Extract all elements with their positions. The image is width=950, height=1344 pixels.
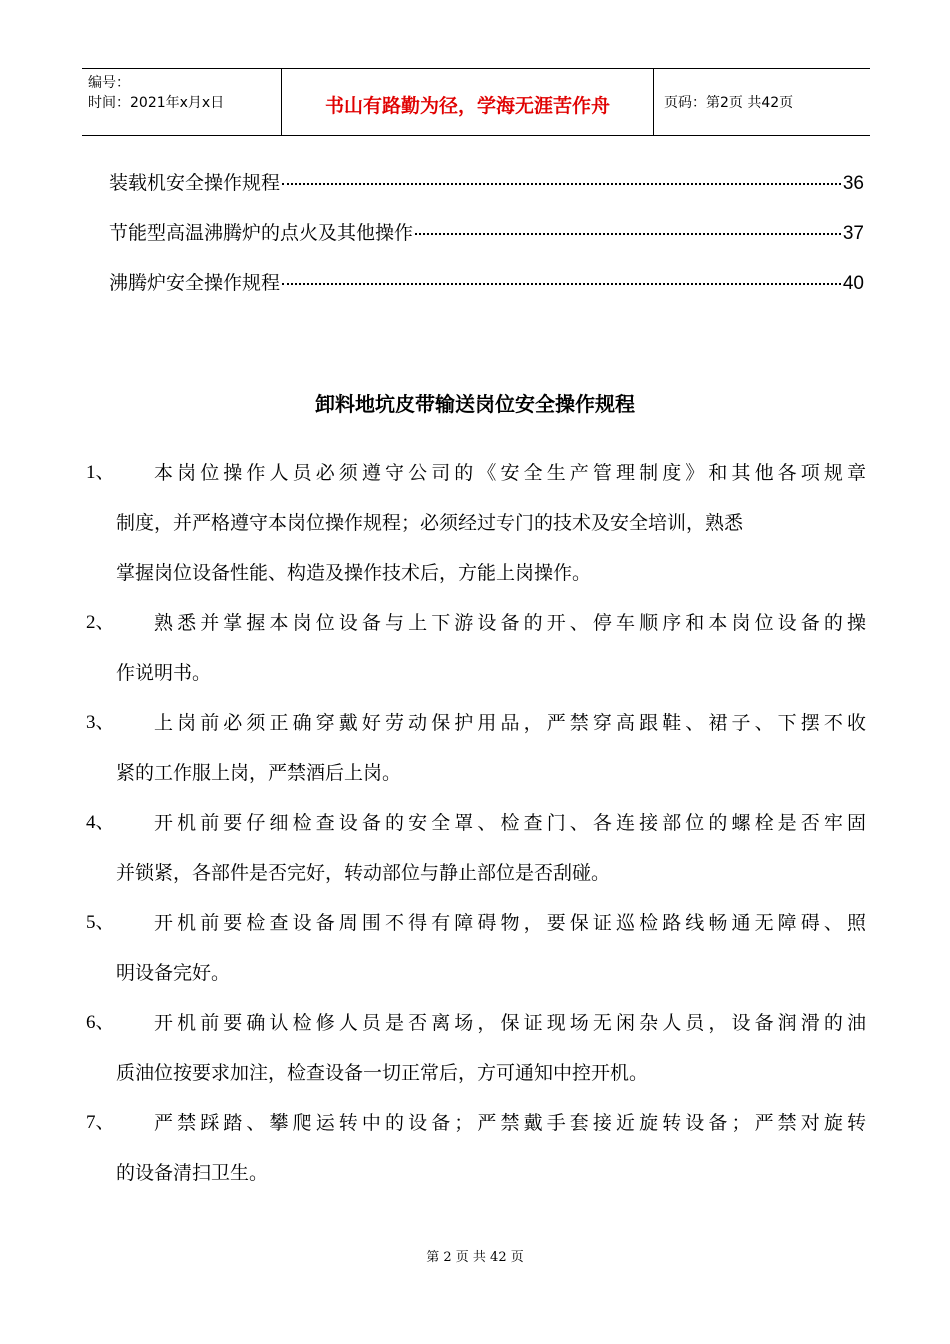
rule-number: 3、 — [86, 712, 115, 733]
rule-text-line: 制度，并严格遵守本岗位操作规程；必须经过专门的技术及安全培训，熟悉 — [116, 512, 744, 534]
rule-text-line: 上岗前必须正确穿戴好劳动保护用品，严禁穿高跟鞋、裙子、下摆不收 — [154, 712, 866, 734]
rule-text-line: 本岗位操作人员必须遵守公司的《安全生产管理制度》和其他各项规章 — [154, 462, 866, 484]
toc-leader-dots — [282, 183, 841, 185]
toc-entry[interactable] — [109, 268, 864, 318]
toc-leader-dots — [415, 233, 841, 235]
rules-list — [86, 448, 866, 1198]
header-meta — [82, 69, 282, 135]
toc-entry-page: 37 — [842, 223, 864, 244]
rule-number: 1、 — [86, 462, 115, 483]
toc-entry[interactable] — [109, 218, 864, 268]
rule-text-line: 严禁踩踏、攀爬运转中的设备；严禁戴手套接近旋转设备；严禁对旋转 — [154, 1112, 866, 1134]
rule-text-line: 质油位按要求加注，检查设备一切正常后，方可通知中控开机。 — [116, 1062, 649, 1084]
time-label: 时间：2021年x月x日 — [88, 95, 225, 111]
rule-item — [86, 698, 866, 798]
rule-text-line: 开机前要确认检修人员是否离场，保证现场无闲杂人员，设备润滑的油 — [154, 1012, 866, 1034]
toc-entry-title: 沸腾炉安全操作规程 — [109, 272, 281, 294]
toc-leader-dots — [282, 283, 841, 285]
rule-item — [86, 798, 866, 898]
header-page-info: 页码：第2页 共42页 — [664, 95, 794, 111]
rule-text-line: 开机前要仔细检查设备的安全罩、检查门、各连接部位的螺栓是否牢固 — [154, 812, 866, 834]
rule-text-line: 熟悉并掌握本岗位设备与上下游设备的开、停车顺序和本岗位设备的操 — [154, 612, 866, 634]
rule-text-line: 掌握岗位设备性能、构造及操作技术后，方能上岗操作。 — [116, 562, 592, 584]
rule-text-line: 明设备完好。 — [116, 962, 231, 984]
table-of-contents — [109, 168, 864, 318]
rule-text-line: 开机前要检查设备周围不得有障碍物，要保证巡检路线畅通无障碍、照 — [154, 912, 866, 934]
toc-entry-title: 节能型高温沸腾炉的点火及其他操作 — [109, 222, 414, 244]
header-motto: 书山有路勤为径，学海无涯苦作舟 — [282, 69, 654, 135]
rule-text-line: 作说明书。 — [116, 662, 212, 684]
rule-number: 4、 — [86, 812, 115, 833]
page-header — [82, 68, 870, 136]
rule-number: 5、 — [86, 912, 115, 933]
toc-entry-page: 40 — [842, 273, 864, 294]
section-title: 卸料地坑皮带输送岗位安全操作规程 — [315, 392, 635, 416]
rule-item — [86, 898, 866, 998]
toc-entry[interactable] — [109, 168, 864, 218]
rule-item — [86, 598, 866, 698]
page-footer: 第 2 页 共 42 页 — [426, 1250, 524, 1265]
rule-item — [86, 998, 866, 1098]
rule-text-line: 并锁紧，各部件是否完好，转动部位与静止部位是否刮碰。 — [116, 862, 611, 884]
rule-text-line: 的设备清扫卫生。 — [116, 1162, 269, 1184]
rule-number: 6、 — [86, 1012, 115, 1033]
rule-number: 7、 — [86, 1112, 115, 1133]
toc-entry-page: 36 — [842, 173, 864, 194]
rule-item — [86, 1098, 866, 1198]
rule-item — [86, 448, 866, 598]
rule-number: 2、 — [86, 612, 115, 633]
number-label: 编号： — [88, 75, 130, 91]
toc-entry-title: 装载机安全操作规程 — [109, 172, 281, 194]
rule-text-line: 紧的工作服上岗，严禁酒后上岗。 — [116, 762, 402, 784]
